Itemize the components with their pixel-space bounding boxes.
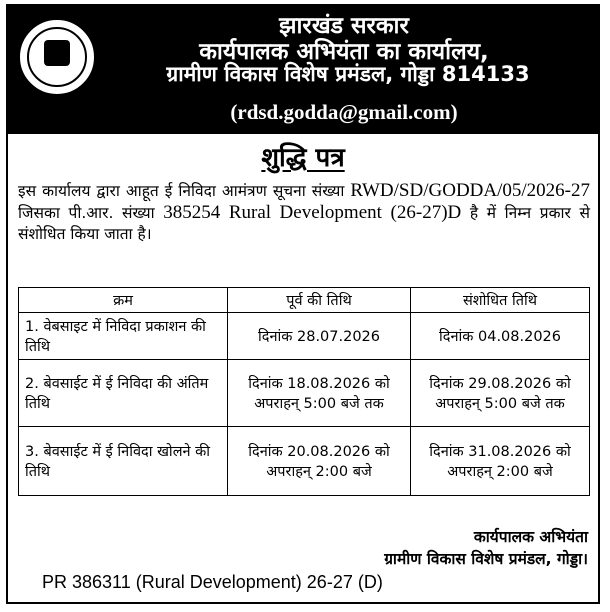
header-email: (rdsd.godda@gmail.com) — [230, 100, 458, 124]
corrigendum-table — [18, 287, 590, 496]
title-text: शुद्धि पत्र — [261, 143, 345, 173]
row-item: 2. बेवसाईट में ई निविदा की अंतिम तिथि — [19, 360, 228, 427]
body-part3: है में निम्न प्रकार से संशोधित किया जाता है। — [18, 204, 590, 243]
header-office: कार्यपालक अभियंता का कार्यालय, — [199, 39, 489, 65]
signature-office: ग्रामीण विकास विशेष प्रमंडल, गोड्डा। — [384, 550, 588, 568]
row-previous-date: दिनांक 28.07.2026 — [228, 313, 411, 360]
department-name: Rural Development — [228, 202, 382, 223]
header-government: झारखंड सरकार — [279, 13, 409, 39]
body-part1: इस कार्यालय द्वारा आहूत ई निविदा आमंत्रण सूचना संख्या — [18, 182, 345, 200]
pr-footer: PR 386311 (Rural Development) 26-27 (D) — [42, 572, 383, 592]
row-revised-date: दिनांक 04.08.2026 — [411, 313, 590, 360]
row-revised-date: दिनांक 29.08.2026 को अपराहन् 5:00 बजे तक — [411, 360, 590, 427]
signature-designation: कार्यपालक अभियंता — [473, 528, 588, 546]
emblem-seal-icon — [20, 20, 94, 94]
signature-block — [384, 526, 588, 570]
notice-frame — [6, 4, 600, 604]
header-division: ग्रामीण विकास विशेष प्रमंडल, गोड्डा 814133 — [166, 62, 530, 86]
table-row — [19, 360, 590, 427]
row-previous-date: दिनांक 18.08.2026 को अपराहन् 5:00 बजे तक — [228, 360, 411, 427]
header-previous-date: पूर्व की तिथि — [228, 288, 411, 313]
year-code: (26-27)D — [390, 202, 462, 223]
header-serial: क्रम — [19, 288, 228, 313]
table-row — [19, 313, 590, 360]
notice-body — [18, 180, 590, 245]
row-previous-date: दिनांक 20.08.2026 को अपराहन् 2:00 बजे — [228, 427, 411, 496]
body-part2: जिसका पी.आर. संख्या — [18, 204, 155, 222]
row-item: 1. वेबसाइट में निविदा प्रकाशन की तिथि — [19, 313, 228, 360]
pr-number: 385254 — [163, 202, 221, 223]
table-header-row — [19, 288, 590, 313]
page-title — [8, 138, 598, 174]
notice-header — [8, 6, 598, 134]
row-item: 3. बेवसाईट में ई निविदा खोलने की तिथि — [19, 427, 228, 496]
reference-number: RWD/SD/GODDA/05/2026-27 — [350, 180, 590, 201]
table-row — [19, 427, 590, 496]
row-revised-date: दिनांक 31.08.2026 को अपराहन् 2:00 बजे — [411, 427, 590, 496]
seal-center — [44, 40, 70, 66]
header-revised-date: संशोधित तिथि — [411, 288, 590, 313]
